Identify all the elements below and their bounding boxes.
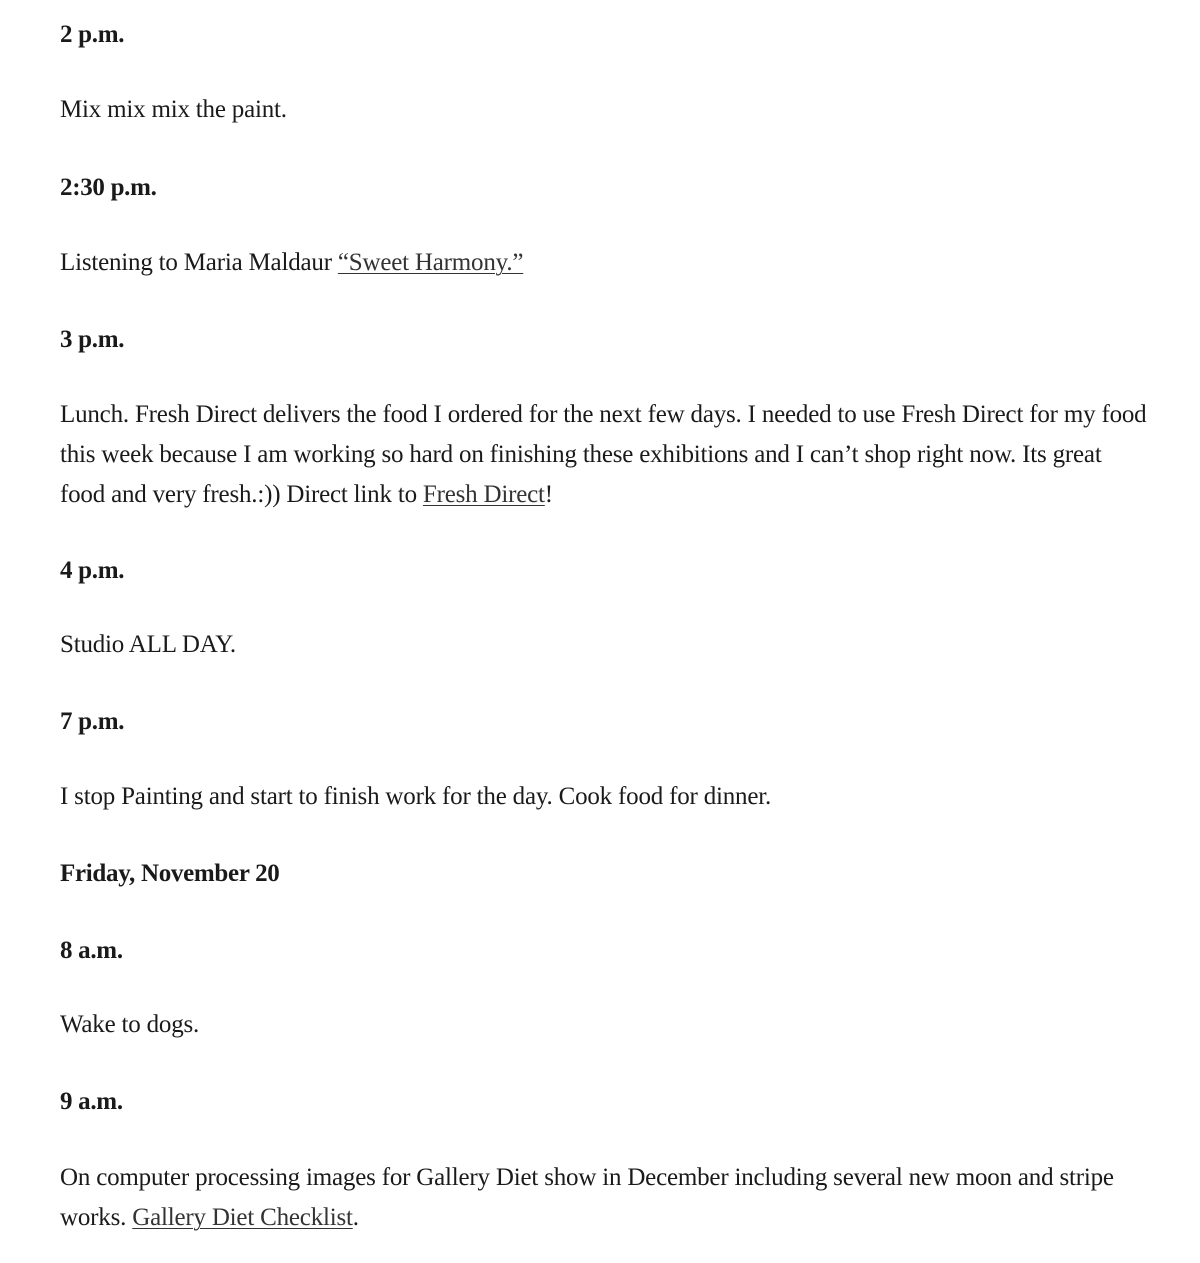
entry-time-7pm: 7 p.m. bbox=[60, 708, 125, 735]
entry-text-part: On computer processing images for Gallery Diet show in December including several new moon and stripe works. bbox=[60, 1164, 1114, 1231]
gallery-diet-checklist-link[interactable]: Gallery Diet Checklist bbox=[132, 1204, 353, 1231]
entry-text-2pm: Mix mix mix the paint. bbox=[60, 96, 287, 123]
entry-time-230pm: 2:30 p.m. bbox=[60, 174, 157, 201]
fresh-direct-link[interactable]: Fresh Direct bbox=[422, 481, 545, 508]
entry-text-part: . bbox=[352, 1204, 359, 1231]
entry-text-3pm bbox=[60, 395, 1150, 515]
entry-text-9am bbox=[60, 1158, 1150, 1238]
entry-text-4pm: Studio ALL DAY. bbox=[60, 631, 236, 658]
entry-text-8am: Wake to dogs. bbox=[60, 1011, 200, 1038]
sweet-harmony-link[interactable]: “Sweet Harmony.” bbox=[337, 249, 524, 276]
entry-time-8am: 8 a.m. bbox=[60, 937, 123, 964]
entry-time-4pm: 4 p.m. bbox=[60, 557, 125, 584]
entry-text-part: ! bbox=[544, 481, 553, 508]
entry-text-part: Lunch. Fresh Direct delivers the food I ordered for the next few days. I needed to use Fresh Direct for my food this week because I am working so hard on finishing these exhibitions and I can’t shop right now. Its great food and very fresh.:)) Direct link to bbox=[60, 401, 1147, 508]
entry-text-part: Listening to Maria Maldaur bbox=[60, 249, 338, 276]
entry-text-7pm: I stop Painting and start to finish work for the day. Cook food for dinner. bbox=[60, 783, 772, 810]
entry-time-3pm: 3 p.m. bbox=[60, 326, 125, 353]
entry-time-2pm: 2 p.m. bbox=[60, 21, 125, 48]
entry-text-230pm bbox=[60, 243, 1150, 283]
day-heading: Friday, November 20 bbox=[60, 860, 280, 887]
entry-time-9am: 9 a.m. bbox=[60, 1088, 123, 1115]
